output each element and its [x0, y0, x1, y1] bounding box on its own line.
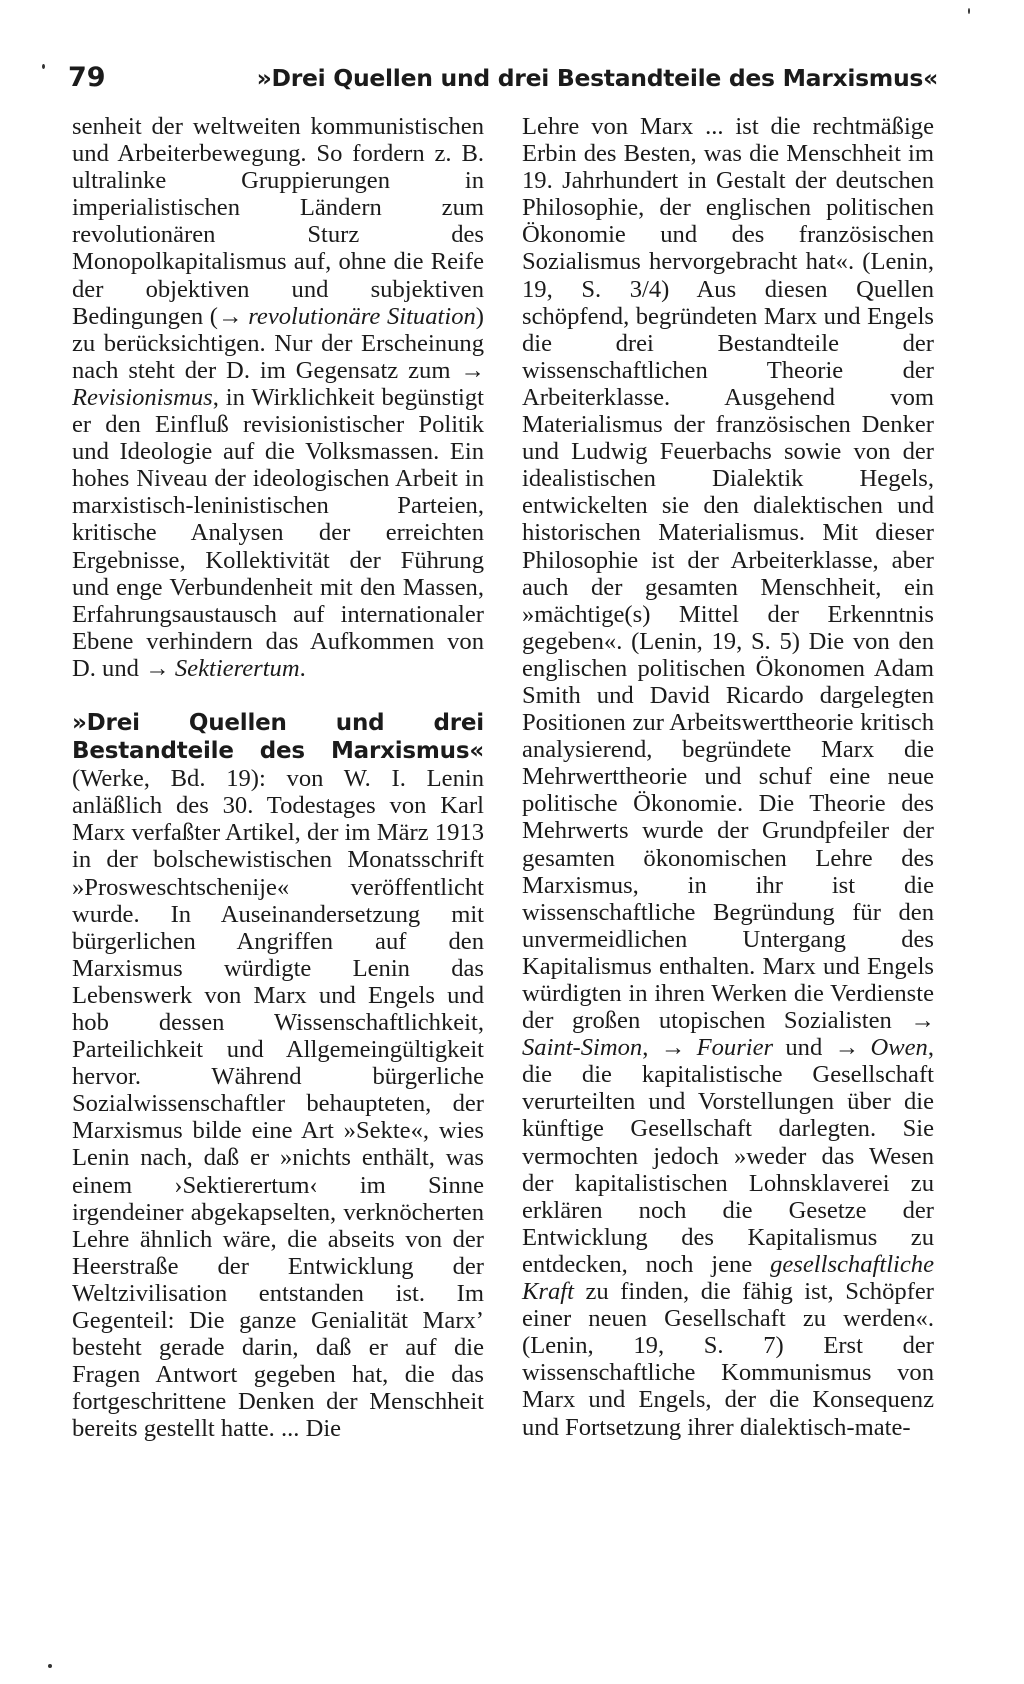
text-segment: zu finden, die fähig ist, Schöpfer einer neuen Gesellschaft zu werden«. (Lenin, 19, S. 7) Erst der wissenschaftliche Kommunismus von Marx und Engels, der die Konsequenz und Fortsetzung ihrer dialektisch-mate- — [522, 1278, 934, 1441]
text-segment: . — [299, 654, 306, 682]
cross-reference-arrow-icon: → — [218, 302, 242, 330]
text-segment: Lehre von Marx ... ist die rechtmäßige Erbin des Besten, was die Menschheit im 19. Jahrhundert in Gestalt der deutschen Philosophie, der englischen politischen Ökonomie und des französischen Sozialismus hervorgebracht hat«. (Lenin, 19, S. 3/4) Aus diesen Quellen schöpfend, begründeten Marx und Engels die drei Bestandteile der wissenschaftlichen Theorie der Arbeiterklasse. Ausgehend vom Materialismus der französischen Denker und Ludwig Feuerbachs sowie von der idealistischen Dialektik Hegels, entwickelten sie den dialektischen und historischen Materialismus. Mit dieser Philosophie ist der Arbeiterklasse, aber auch der gesamten Menschheit, ein »mächtige(s) Mittel der Erkenntnis gegeben«. (Lenin, 19, S. 5) Die von den englischen politischen Ökonomen Adam Smith und David Ricardo dargelegten Positionen zur Arbeitswerttheorie kritisch analysierend, begründete Marx die Mehrwerttheorie und schuf eine neue politische Ökonomie. Die Theorie des Mehrwerts wurde der Grundpfeiler der gesamten ökonomischen Lehre des Marxismus, in ihr ist die wissenschaftliche Begründung für den unvermeidlichen Untergang des Kapitalismus enthalten. Marx und Engels würdigten in ihren Werken die Verdienste der großen utopischen Sozialisten — [522, 113, 934, 1035]
entry-headword: »Drei Quellen und drei Bestandteile des Marxismus« — [72, 709, 484, 765]
scan-speck — [968, 8, 970, 14]
cross-reference-arrow-icon: → — [910, 1007, 934, 1035]
text-segment: , die die kapitalistische Gesellschaft verurteilten und Vorstellungen über die künftige Gesellschaft darlegten. Sie vermochten jedoch »weder das Wesen der kapitalistischen Lohnsklaverei zu erklären noch die Gesetze der Entwicklung des Kapitalismus zu entdecken, noch jene — [522, 1034, 935, 1278]
page-number: 79 — [68, 62, 106, 93]
left-column — [72, 113, 484, 1443]
text-segment: (Werke, Bd. 19): von W. I. Lenin anläßlich des 30. Todestages von Karl Marx verfaßter Artikel, der im März 1913 in der bolschewistischen Monatsschrift »Prosweschtschenije« veröffentlicht wurde. In Auseinandersetzung mit bürgerlichen Angriffen auf den Marxismus würdigte Lenin das Lebenswerk von Marx und Engels und hob dessen Wissenschaftlichkeit, Parteilichkeit und Allgemeingültigkeit hervor. Während bürgerliche Sozialwissenschaftler behaupteten, der Marxismus bilde eine Art »Sekte«, wies Lenin nach, daß er »nichts enthält, was einem ›Sektierertum‹ im Sinne irgendeiner abgekapselten, verknöcherten Lehre ähnlich wäre, die abseits von der Heerstraße der Entwicklung der Weltzivilisation entstanden ist. Im Gegenteil: Die ganze Genialität Marx’ besteht gerade darin, daß er auf die Fragen Antwort gegeben hat, die das fortgeschrittene Denken der Menschheit bereits gestellt hatte. ... Die — [72, 765, 484, 1443]
entry-drei-quellen — [72, 709, 484, 1443]
right-column — [522, 113, 934, 1441]
text-segment: senheit der weltweiten kommunistischen und Arbeiterbewegung. So fordern z. B. ultralinke Gruppierungen in imperialistischen Ländern zum revolutionären Sturz des Monopolkapitalismus auf, ohne die Reife der objektiven und subjektiven Bedingungen ( — [72, 113, 484, 330]
text-segment: und — [773, 1034, 835, 1062]
cross-reference: Revisionismus — [72, 383, 213, 411]
cross-reference-arrow-icon: → — [460, 356, 484, 384]
cross-reference-arrow-icon: → — [145, 654, 169, 682]
cross-reference-arrow-icon: → — [834, 1034, 859, 1062]
emphasis: gesellschaftliche Kraft — [522, 1250, 934, 1306]
scan-speck — [48, 1664, 52, 1668]
cross-reference: Sektierertum — [174, 654, 300, 682]
cross-reference: revolutionäre Situation — [248, 302, 476, 330]
running-head: »Drei Quellen und drei Bestandteile des Marxismus« — [256, 64, 938, 92]
text-segment: ) zu berücksichtigen. Nur der Erscheinung nach steht der D. im Gegensatz zum — [72, 302, 484, 384]
text-segment: , — [642, 1034, 661, 1062]
entry-text-continued — [72, 113, 484, 682]
page-header — [68, 62, 938, 102]
cross-reference: Fourier — [696, 1034, 774, 1062]
cross-reference-arrow-icon: → — [660, 1034, 685, 1062]
entry-text-continued — [522, 113, 934, 1441]
cross-reference: Owen — [870, 1034, 928, 1062]
scan-speck — [42, 64, 45, 69]
text-segment: , in Wirklichkeit begünstigt er den Einfluß revisionistischer Politik und Ideologie auf die Volksmassen. Ein hohes Niveau der ideologischen Arbeit in marxistisch-leninistischen Parteien, kritische Analysen der erreichten Ergebnisse, Kollektivität der Führung und enge Verbundenheit mit den Massen, Erfahrungsaustausch auf internationaler Ebene verhindern das Aufkommen von D. und — [72, 383, 484, 682]
cross-reference: Saint-Simon — [522, 1034, 643, 1062]
